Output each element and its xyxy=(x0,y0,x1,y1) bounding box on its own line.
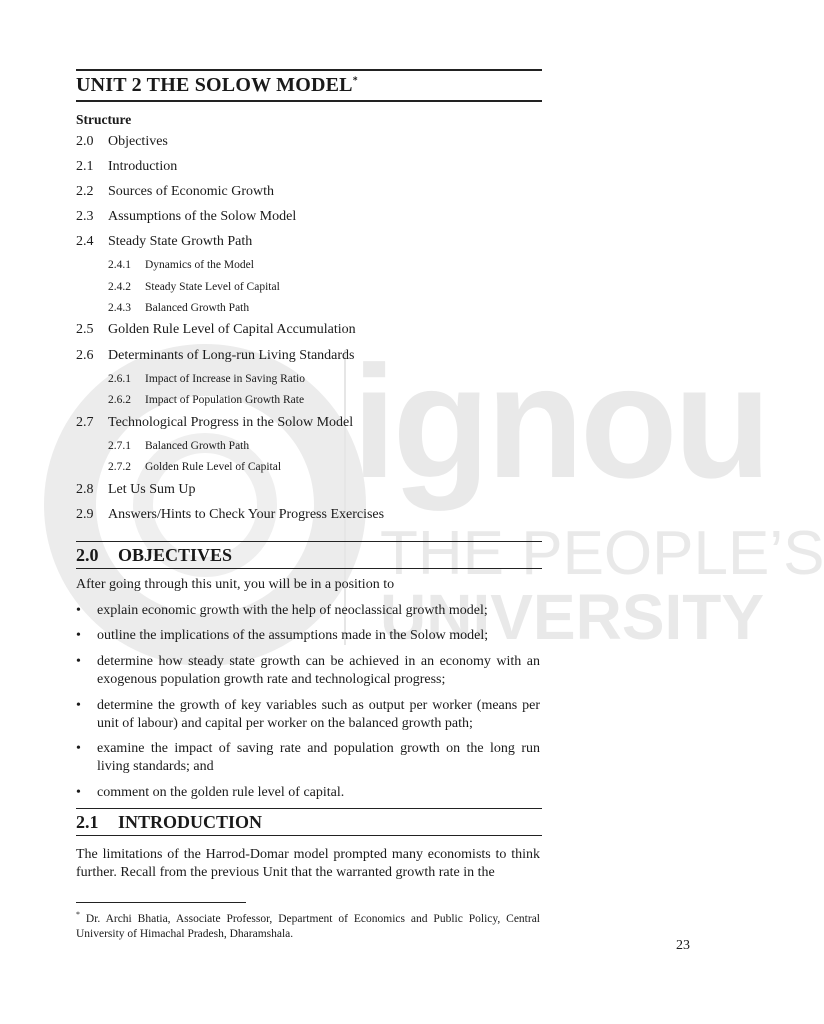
footnote xyxy=(76,907,540,942)
introduction-paragraph: The limitations of the Harrod-Domar model prompted many economists to think further. Recall from the previous Unit that the warranted growth rate in the xyxy=(76,847,540,880)
toc-subitem: 2.6.1 Impact of Increase in Saving Ratio xyxy=(108,373,305,385)
toc-item: 2.7 Technological Progress in the Solow Model xyxy=(76,415,354,430)
watermark-word-ignou: ignou xyxy=(352,332,768,511)
title-top-rule xyxy=(76,69,542,71)
introduction-heading: 2.1 INTRODUCTION xyxy=(76,812,263,832)
bullet-icon: • xyxy=(76,698,81,713)
toc-item: 2.6 Determinants of Long-run Living Standards xyxy=(76,348,355,363)
footnote-text: Dr. Archi Bhatia, Associate Professor, Department of Economics and Public Policy, Central University of Himachal Pradesh, Dharamshala. xyxy=(76,912,541,940)
toc-subitem: 2.4.3 Balanced Growth Path xyxy=(108,302,250,314)
toc-item: 2.2 Sources of Economic Growth xyxy=(76,184,275,199)
toc-subitem: 2.4.1 Dynamics of the Model xyxy=(108,259,254,271)
toc-subitem: 2.7.1 Balanced Growth Path xyxy=(108,440,250,452)
toc-item: 2.3 Assumptions of the Solow Model xyxy=(76,209,297,224)
bullet-icon: • xyxy=(76,785,81,800)
structure-label: Structure xyxy=(76,112,132,127)
title-bottom-rule xyxy=(76,100,542,102)
unit-title xyxy=(76,74,358,97)
toc-item: 2.8 Let Us Sum Up xyxy=(76,482,196,497)
title-footnote-mark: * xyxy=(352,75,358,87)
objectives-intro: After going through this unit, you will be in a position to xyxy=(76,577,395,592)
bullet-icon: • xyxy=(76,654,81,669)
unit-title-text: UNIT 2 THE SOLOW MODEL xyxy=(76,74,353,96)
toc-item: 2.9 Answers/Hints to Check Your Progress Exercises xyxy=(76,507,385,522)
bullet-icon: • xyxy=(76,603,81,618)
toc-item: 2.1 Introduction xyxy=(76,159,178,174)
objectives-bottom-rule xyxy=(76,568,542,569)
watermark-word-university: UNIVERSITY xyxy=(380,581,765,653)
footnote-rule xyxy=(76,902,246,903)
footnote-mark: * xyxy=(76,910,80,919)
page-number: 23 xyxy=(676,938,690,953)
objectives-top-rule xyxy=(76,541,542,542)
toc-subitem: 2.7.2 Golden Rule Level of Capital xyxy=(108,461,282,473)
toc-item: 2.5 Golden Rule Level of Capital Accumulation xyxy=(76,322,356,337)
toc-item: 2.0 Objectives xyxy=(76,134,168,149)
toc-subitem: 2.4.2 Steady State Level of Capital xyxy=(108,281,280,293)
toc-subitem: 2.6.2 Impact of Population Growth Rate xyxy=(108,394,305,406)
introduction-bottom-rule xyxy=(76,835,542,836)
watermark-word-peoples: THE PEOPLE’S xyxy=(380,519,824,588)
bullet-icon: • xyxy=(76,741,81,756)
bullet-icon: • xyxy=(76,628,81,643)
introduction-top-rule xyxy=(76,808,542,809)
toc-item: 2.4 Steady State Growth Path xyxy=(76,234,253,249)
objectives-heading: 2.0 OBJECTIVES xyxy=(76,545,233,565)
